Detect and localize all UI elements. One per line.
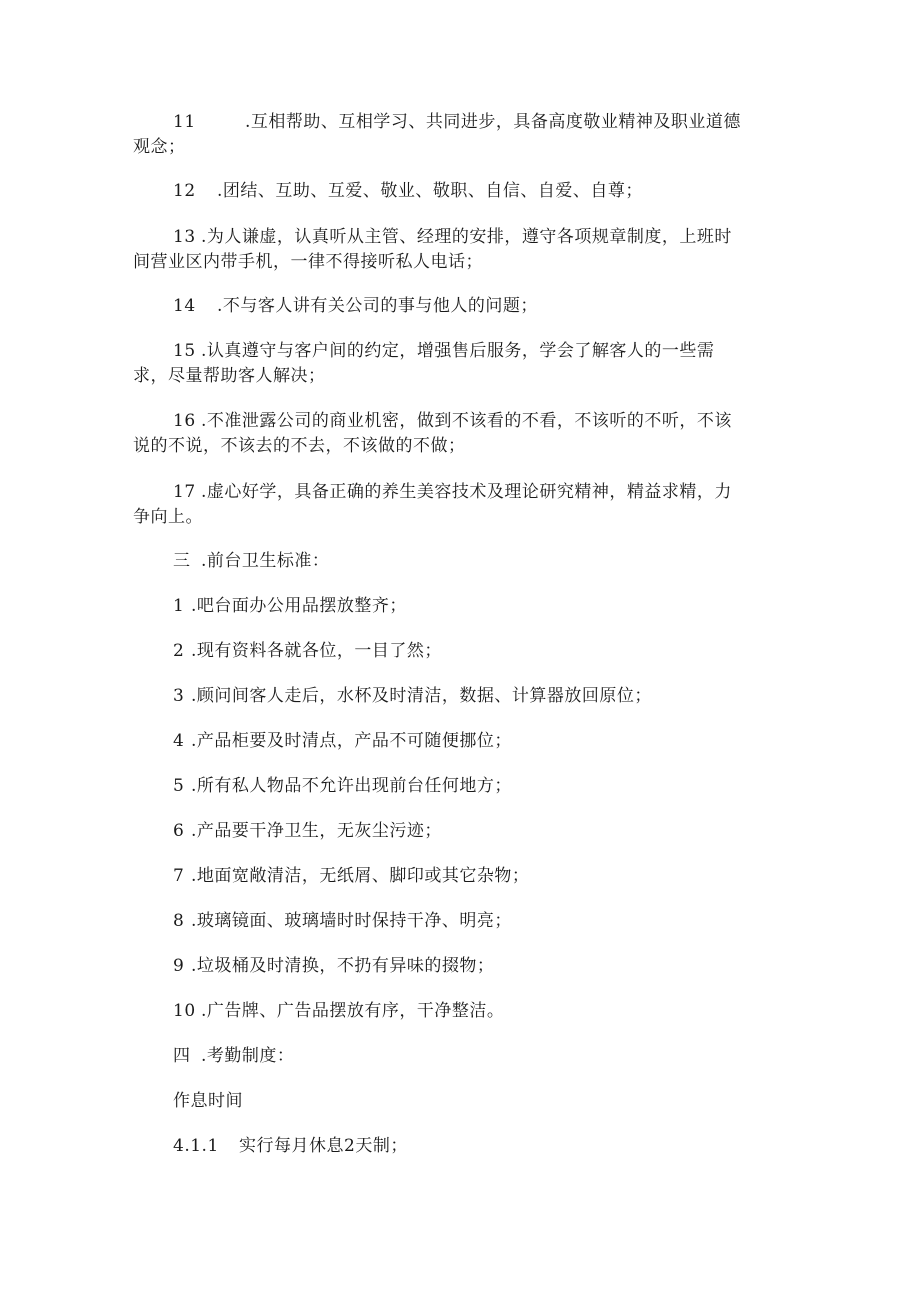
hygiene-item-10 (173, 999, 504, 1023)
list-item-11-line1 (173, 110, 741, 134)
item-number: 1 (173, 596, 185, 616)
item-text-continued: 说的不说，不该去的不去，不该做的不做； (133, 436, 466, 456)
item-text: .为人谦虚，认真听从主管、经理的安排，遵守各项规章制度，上班时 (201, 227, 732, 247)
list-item-16-line1 (173, 409, 732, 433)
item-number: 13 (173, 227, 196, 247)
list-item-15-line1 (173, 339, 714, 363)
item-number: 16 (173, 411, 196, 431)
item-text: .玻璃镜面、玻璃墙时时保持干净、明亮； (191, 911, 512, 931)
item-text: .吧台面办公用品摆放整齐； (191, 596, 407, 616)
item-number: 12 (173, 181, 196, 201)
item-text: .产品柜要及时清点，产品不可随便挪位； (191, 731, 512, 751)
item-text: .产品要干净卫生，无灰尘污迹； (191, 821, 442, 841)
item-text: .团结、互助、互爱、敬业、敬职、自信、自爱、自尊； (217, 181, 643, 201)
item-text: .广告牌、广告品摆放有序，干净整洁。 (201, 1001, 505, 1021)
list-item-14 (173, 294, 538, 318)
item-number: 2 (173, 641, 185, 661)
item-text: .虚心好学，具备正确的养生美容技术及理论研究精神，精益求精，力 (201, 482, 732, 502)
list-item-17-line2 (133, 505, 203, 529)
item-number: 9 (173, 956, 185, 976)
item-text: .地面宽敞清洁，无纸屑、脚印或其它杂物； (191, 866, 530, 886)
item-number: 5 (173, 776, 185, 796)
item-text: .互相帮助、互相学习、共同进步，具备高度敬业精神及职业道德 (245, 112, 741, 132)
item-text: .所有私人物品不允许出现前台任何地方； (191, 776, 512, 796)
hygiene-item-4 (173, 729, 512, 753)
item-number: 11 (173, 112, 196, 132)
hygiene-item-7 (173, 864, 529, 888)
item-text-continued: 间营业区内带手机，一律不得接听私人电话； (133, 252, 483, 272)
list-item-13-line2 (133, 250, 483, 274)
section-title: .前台卫生标准： (201, 551, 330, 571)
list-item-11-line2 (133, 135, 186, 159)
section-number: 三 (173, 551, 191, 571)
section-heading-3 (173, 549, 329, 573)
item-text: .顾问间客人走后，水杯及时清洁，数据、计算器放回原位； (191, 686, 652, 706)
item-number: 4 (173, 731, 185, 751)
item-number: 17 (173, 482, 196, 502)
hygiene-item-6 (173, 819, 442, 843)
item-number: 7 (173, 866, 185, 886)
item-text-continued: 求，尽量帮助客人解决； (133, 366, 326, 386)
hygiene-item-5 (173, 774, 512, 798)
hygiene-item-2 (173, 639, 442, 663)
clause-number: 4.1.1 (173, 1136, 219, 1156)
item-text: .不准泄露公司的商业机密，做到不该看的不看，不该听的不听，不该 (201, 411, 732, 431)
subheading-work-hours: 作息时间 (173, 1091, 243, 1111)
item-number: 3 (173, 686, 185, 706)
hygiene-item-9 (173, 954, 494, 978)
section-number: 四 (173, 1046, 191, 1066)
item-text: .不与客人讲有关公司的事与他人的问题； (217, 296, 538, 316)
item-number: 15 (173, 341, 196, 361)
section-title: .考勤制度： (201, 1046, 295, 1066)
list-item-13-line1 (173, 225, 732, 249)
item-number: 10 (173, 1001, 196, 1021)
item-number: 14 (173, 296, 196, 316)
hygiene-item-1 (173, 594, 407, 618)
section-heading-4 (173, 1044, 294, 1068)
item-number: 8 (173, 911, 185, 931)
item-text: .认真遵守与客户间的约定，增强售后服务，学会了解客人的一些需 (201, 341, 715, 361)
list-item-16-line2 (133, 434, 466, 458)
item-text: .现有资料各就各位，一目了然； (191, 641, 442, 661)
list-item-12 (173, 179, 643, 203)
list-item-15-line2 (133, 364, 326, 388)
hygiene-item-3 (173, 684, 652, 708)
item-number: 6 (173, 821, 185, 841)
item-text-continued: 观念； (133, 137, 186, 157)
clause-4-1-1 (173, 1134, 408, 1158)
item-text: .垃圾桶及时清换，不扔有异味的掇物； (191, 956, 495, 976)
item-text-continued: 争向上。 (133, 507, 203, 527)
list-item-17-line1 (173, 480, 732, 504)
clause-text: 实行每月休息2天制； (239, 1136, 408, 1156)
hygiene-item-8 (173, 909, 512, 933)
